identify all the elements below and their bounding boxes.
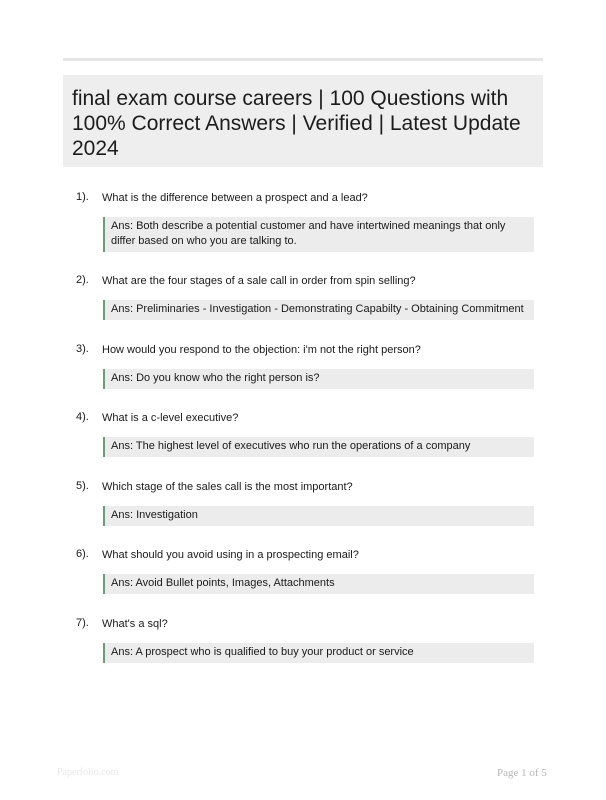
question-number: 2). bbox=[76, 274, 89, 286]
question-text: What are the four stages of a sale call in order from spin selling? bbox=[102, 275, 416, 287]
footer-watermark: Paperfolio.com bbox=[57, 767, 119, 778]
question-text: What should you avoid using in a prospecting email? bbox=[102, 549, 359, 561]
question-number: 3). bbox=[76, 343, 89, 355]
answer-box: Ans: A prospect who is qualified to buy your product or service bbox=[103, 643, 534, 663]
question-number: 4). bbox=[76, 411, 89, 423]
answer-box: Ans: Preliminaries - Investigation - Demonstrating Capabilty - Obtaining Commitment bbox=[103, 300, 534, 320]
answer-box: Ans: Avoid Bullet points, Images, Attachments bbox=[103, 574, 534, 594]
page-number: Page 1 of 5 bbox=[497, 767, 547, 779]
header-divider bbox=[63, 58, 543, 61]
question-number: 5). bbox=[76, 480, 89, 492]
question-text: What is the difference between a prospect and a lead? bbox=[102, 192, 368, 204]
question-text: How would you respond to the objection: i'm not the right person? bbox=[102, 344, 421, 356]
document-title: final exam course careers | 100 Questions with 100% Correct Answers | Verified | Latest Update 2024 bbox=[72, 87, 521, 160]
question-text: What's a sql? bbox=[102, 618, 168, 630]
answer-box: Ans: Investigation bbox=[103, 506, 534, 526]
answer-box: Ans: Do you know who the right person is? bbox=[103, 369, 534, 389]
answer-box: Ans: The highest level of executives who run the operations of a company bbox=[103, 437, 534, 457]
question-text: What is a c-level executive? bbox=[102, 412, 239, 424]
title-banner bbox=[63, 75, 543, 167]
question-number: 1). bbox=[76, 191, 89, 203]
answer-box: Ans: Both describe a potential customer and have intertwined meanings that only differ based on who you are talking to. bbox=[103, 217, 534, 252]
question-number: 7). bbox=[76, 617, 89, 629]
question-number: 6). bbox=[76, 548, 89, 560]
question-text: Which stage of the sales call is the most important? bbox=[102, 481, 353, 493]
